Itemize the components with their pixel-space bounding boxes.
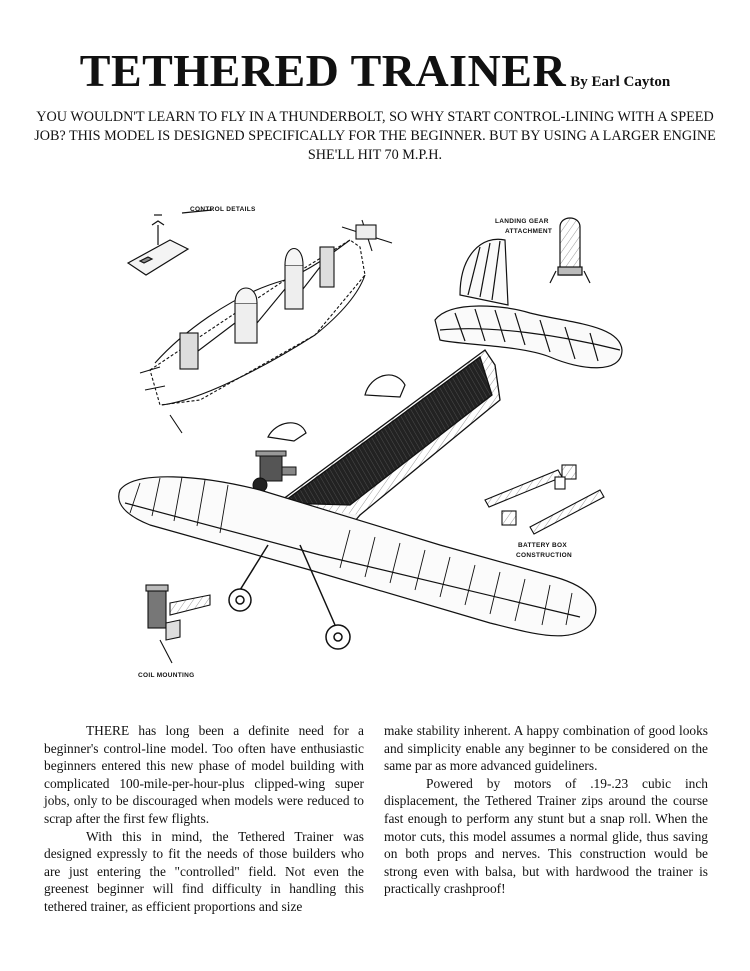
label-coil-mounting: COIL MOUNTING	[138, 672, 195, 679]
label-battery-box-2: CONSTRUCTION	[516, 552, 572, 559]
body-column-right	[384, 722, 708, 898]
title-row	[0, 44, 750, 97]
horizontal-stabilizer	[435, 306, 622, 368]
byline: By Earl Cayton	[570, 74, 671, 90]
engine-cowl-part	[268, 423, 306, 441]
control-details-part	[128, 210, 212, 275]
body-paragraph: With this in mind, the Tethered Trainer was designed expressly to fit the needs of those builders who are just entering the "controlled" field. Not even the greenest beginner will find difficulty in handling this tethered trainer, as efficient proportions and size	[44, 828, 364, 914]
article-deck: YOU WOULDN'T LEARN TO FLY IN A THUNDERBOLT, SO WHY START CONTROL-LINING WITH A SPEED JOB? THIS MODEL IS DESIGNED SPECIFICALLY FOR THE BEGINNER. BUT BY USING A LARGER ENGINE SHE'LL HIT 70 M.P.H.	[34, 109, 716, 163]
coil-mounting-part	[146, 585, 210, 663]
vertical-fin	[460, 239, 508, 305]
body-paragraph: make stability inherent. A happy combination of good looks and simplicity enable any beginner to be considered on the same par as more advanced guideliners.	[384, 723, 708, 774]
landing-gear-attachment-part	[550, 218, 590, 283]
label-battery-box-1: BATTERY BOX	[518, 542, 568, 549]
engine	[253, 451, 296, 492]
exploded-airplane-drawing	[110, 185, 640, 690]
body-column-left	[44, 722, 364, 916]
body-paragraph: THERE has long been a definite need for a beginner's control-line model. Too often have enthusiastic beginners entered this new phase of model building with complicated 100-mile-per-hour-plus clipped-wing super jobs, only to be discouraged when models were reduced to scrap after the first few flights.	[44, 723, 364, 826]
canopy-part	[365, 375, 405, 397]
article-title: TETHERED TRAINER	[79, 45, 567, 96]
label-landing-gear-1: LANDING GEAR	[495, 218, 549, 225]
label-landing-gear-2: ATTACHMENT	[505, 228, 553, 235]
body-paragraph: Powered by motors of .19-.23 cubic inch displacement, the Tethered Trainer zips around the course fast enough to perform any stunt but a snap roll. When the motor cuts, this model assumes a normal glide, thus saving on both props and nerves. This construction would be strong even with balsa, but with hardwood the trainer is practically crashproof!	[384, 775, 708, 897]
label-control-details: CONTROL DETAILS	[190, 206, 256, 213]
battery-box-part	[485, 465, 604, 534]
